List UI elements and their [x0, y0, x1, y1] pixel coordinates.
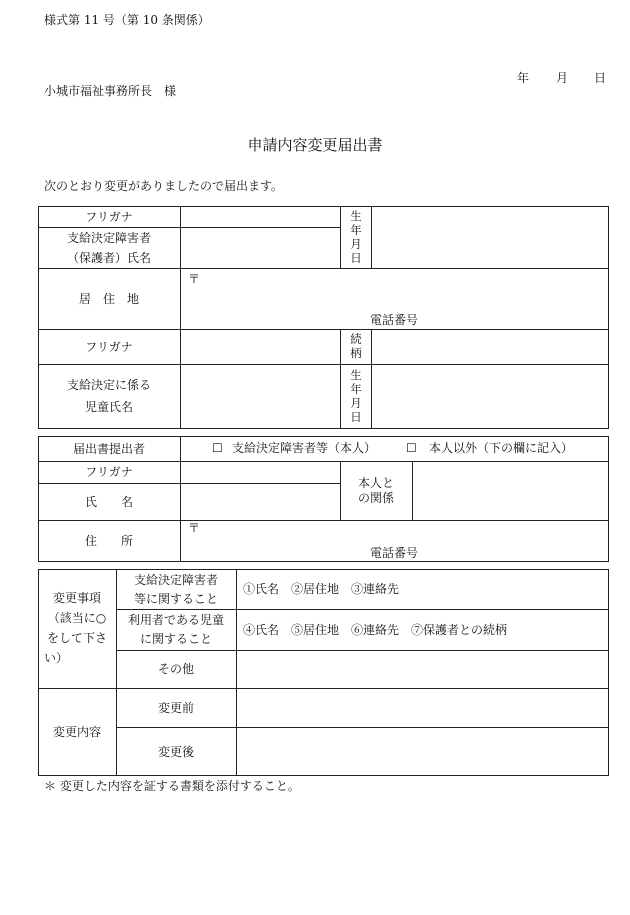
name-label-line2: （保護者）氏名	[66, 250, 151, 265]
change-items-label-3: をして下さ	[46, 631, 107, 645]
row2-label-line1: 利用者である児童	[127, 613, 224, 627]
relation-field[interactable]	[371, 329, 609, 364]
submitter-phone-label: 電話番号	[370, 546, 419, 560]
furigana-field[interactable]	[180, 206, 340, 227]
date-year-label: 年	[517, 71, 530, 85]
phone-label: 電話番号	[370, 313, 419, 327]
name-label-line1: 支給決定障害者	[66, 230, 151, 245]
addressee: 小城市福祉事務所長 様	[44, 84, 177, 98]
checkbox-self[interactable]: ☐	[212, 441, 223, 455]
before-label: 変更前	[157, 700, 194, 715]
relation-label: 続柄	[350, 332, 362, 360]
submitter-address-label: 住 所	[84, 534, 133, 548]
submitter-furigana-field[interactable]	[180, 461, 340, 483]
submitter-postal-mark: 〒	[188, 521, 201, 535]
child-furigana-field[interactable]	[180, 329, 340, 364]
other-field[interactable]	[236, 650, 609, 688]
name-field[interactable]	[180, 227, 340, 268]
option-self: 支給決定障害者等（本人）	[232, 441, 377, 455]
submitter-name-field[interactable]	[180, 483, 340, 520]
intro-text: 次のとおり変更がありましたので届出ます。	[44, 179, 284, 193]
row1-label-line1: 支給決定障害者	[133, 573, 218, 587]
relation-to-person-field[interactable]	[412, 461, 609, 520]
change-content-label: 変更内容	[52, 725, 101, 739]
submitter-name-label: 氏 名	[84, 494, 133, 509]
postal-mark: 〒	[188, 272, 201, 286]
row1-label-line2: 等に関すること	[133, 592, 218, 606]
residence-field[interactable]	[180, 268, 609, 329]
change-items-label-1: 変更事項	[52, 591, 101, 605]
child-name-label-line1: 支給決定に係る	[66, 378, 151, 392]
submitter-address-field[interactable]	[180, 520, 609, 562]
row2-label-line2: に関すること	[139, 632, 212, 646]
residence-label: 居 住 地	[78, 291, 139, 306]
change-items-label-2: （該当に○	[47, 611, 107, 625]
child-name-label-line2: 児童氏名	[84, 400, 133, 414]
submitter-furigana-label: フリガナ	[85, 465, 133, 479]
form-number: 様式第 11 号（第 10 条関係）	[44, 13, 210, 27]
birth-date-label: 生年月日	[350, 209, 362, 265]
submitter-label: 届出書提出者	[72, 441, 145, 456]
birth-date-field[interactable]	[371, 206, 609, 268]
attachment-note: ＊ 変更した内容を証する書類を添付すること。	[44, 779, 300, 793]
date-day-label: 日	[594, 71, 607, 85]
child-birth-date-label: 生年月日	[350, 368, 362, 424]
change-items-label-4: い）	[44, 651, 69, 665]
child-name-field[interactable]	[180, 364, 340, 429]
row3-label: その他	[157, 662, 194, 676]
row1-options[interactable]: ①氏名 ②居住地 ③連絡先	[243, 582, 400, 596]
furigana-label: フリガナ	[85, 209, 133, 224]
after-label: 変更後	[157, 744, 194, 759]
child-birth-date-field[interactable]	[371, 364, 609, 429]
date-month-label: 月	[556, 71, 569, 85]
child-furigana-label: フリガナ	[85, 339, 133, 354]
after-field[interactable]	[236, 727, 609, 776]
page-title: 申請内容変更届出書	[247, 136, 383, 154]
relation-to-person-label-line1: 本人と	[357, 476, 394, 490]
checkbox-other[interactable]: ☐	[406, 441, 417, 455]
relation-to-person-label-line2: の関係	[357, 491, 394, 505]
row2-options[interactable]: ④氏名 ⑤居住地 ⑥連絡先 ⑦保護者との続柄	[243, 623, 508, 637]
option-other: 本人以外（下の欄に記入）	[429, 441, 574, 455]
before-field[interactable]	[236, 688, 609, 727]
